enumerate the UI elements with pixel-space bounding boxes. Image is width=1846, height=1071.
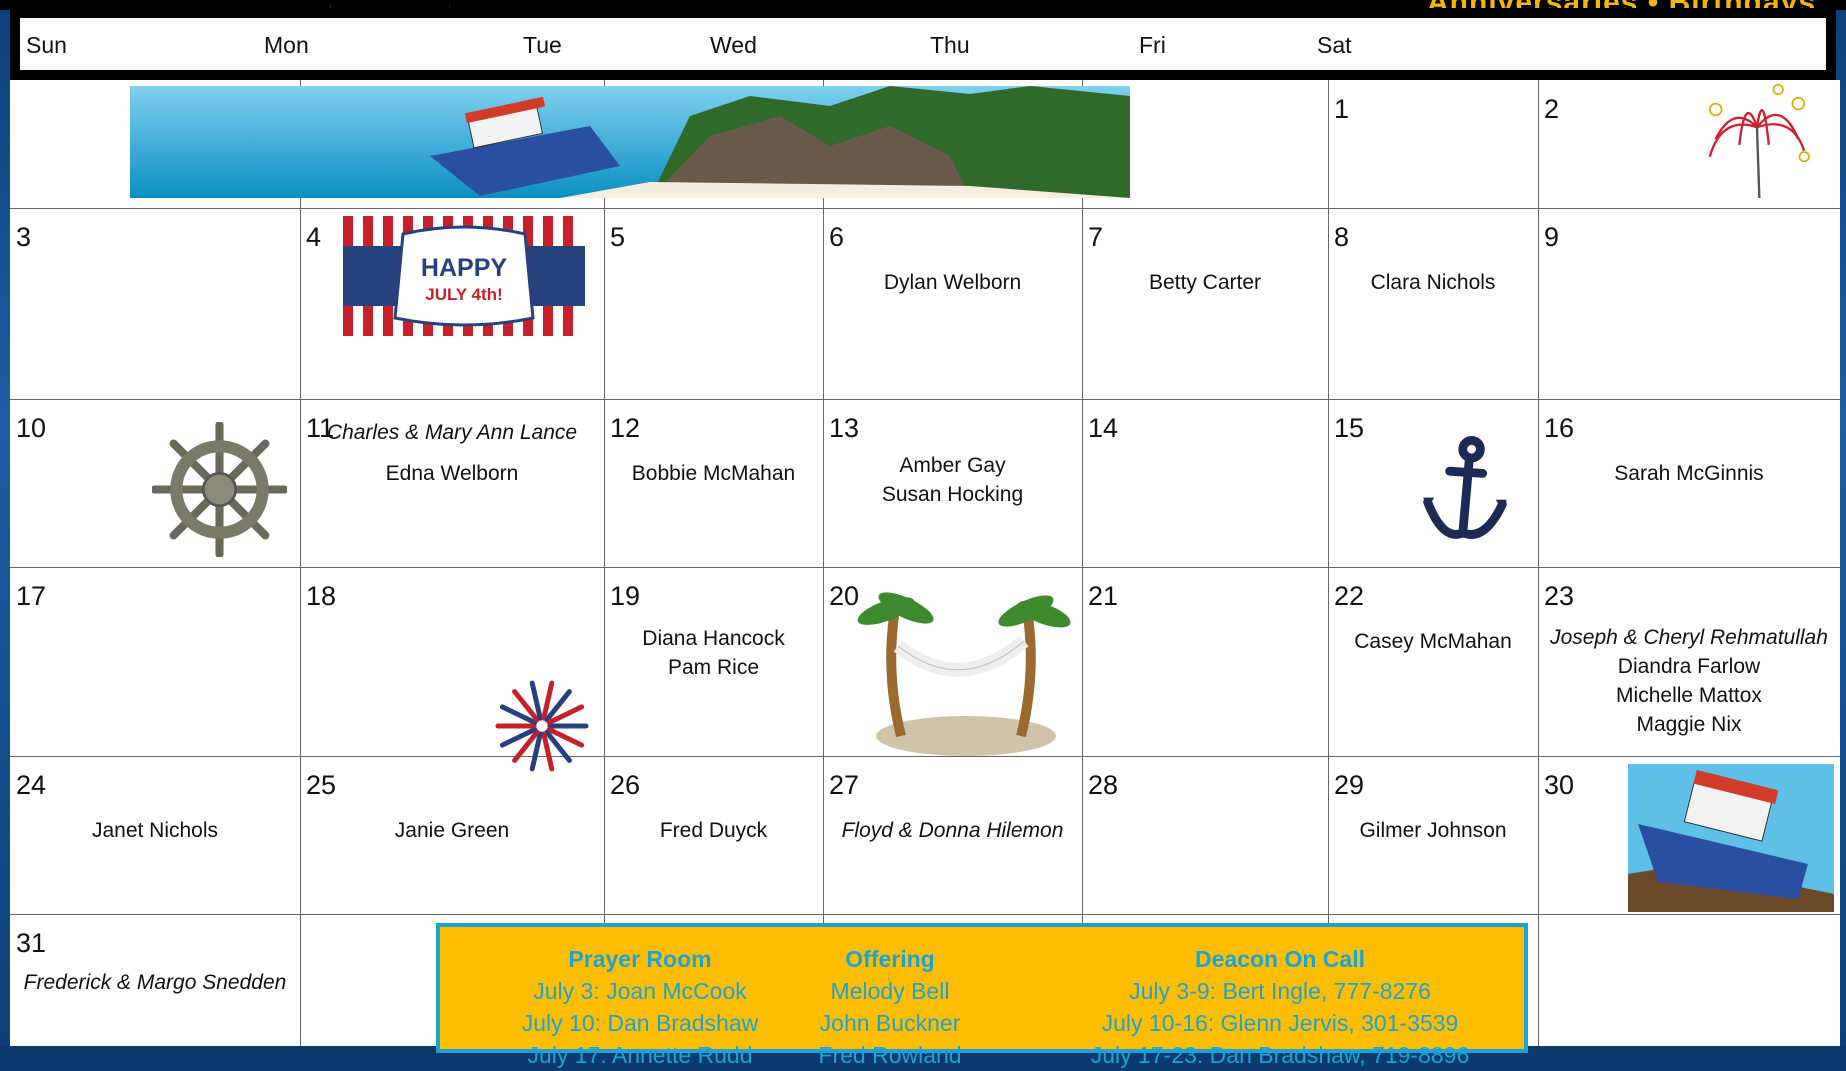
day-number: 27 bbox=[829, 770, 860, 800]
calendar-entry: Janie Green bbox=[394, 819, 510, 842]
calendar-entry: Diana Hancock bbox=[642, 627, 785, 650]
banner-july-text: JULY 4th! bbox=[425, 285, 503, 304]
calendar-entry: Charles & Mary Ann Lance bbox=[326, 421, 578, 444]
day-number: 29 bbox=[1334, 770, 1365, 800]
day-number: 10 bbox=[16, 413, 47, 443]
day-number: 25 bbox=[306, 770, 337, 800]
day-cell bbox=[10, 756, 300, 914]
day-number: 22 bbox=[1334, 581, 1365, 611]
weekday-thu: Thu bbox=[930, 32, 970, 58]
day-number: 23 bbox=[1544, 581, 1575, 611]
calendar-entry: Fred Duyck bbox=[659, 819, 768, 842]
day-cell bbox=[1328, 80, 1538, 208]
weekday-sat: Sat bbox=[1317, 32, 1352, 58]
ship-wheel-icon bbox=[152, 422, 287, 557]
day-cell bbox=[1538, 567, 1840, 756]
prayer-room-line: July 17: Annette Rudd bbox=[527, 1042, 753, 1068]
day-cell bbox=[604, 567, 823, 756]
calendar-entry: Pam Rice bbox=[667, 656, 760, 679]
calendar-grid bbox=[10, 80, 1840, 1046]
deacon-title: Deacon On Call bbox=[1195, 946, 1365, 972]
day-cell bbox=[1082, 756, 1328, 914]
day-cell bbox=[1082, 567, 1328, 756]
weekday-mon: Mon bbox=[264, 32, 309, 58]
day-number: 4 bbox=[306, 222, 322, 252]
calendar-entry: Casey McMahan bbox=[1354, 630, 1512, 653]
calendar-entry: Michelle Mattox bbox=[1616, 684, 1762, 707]
day-number: 31 bbox=[16, 928, 47, 958]
day-number: 9 bbox=[1544, 222, 1560, 252]
day-cell bbox=[1082, 399, 1328, 567]
day-number: 2 bbox=[1544, 94, 1560, 124]
day-number: 24 bbox=[16, 770, 47, 800]
offering-title: Offering bbox=[845, 946, 935, 972]
deacon-line: July 3-9: Bert Ingle, 777-8276 bbox=[1129, 978, 1431, 1004]
day-number: 21 bbox=[1088, 581, 1119, 611]
schedule-info-box bbox=[436, 923, 1528, 1068]
weekday-fri: Fri bbox=[1139, 32, 1166, 58]
day-number: 30 bbox=[1544, 770, 1575, 800]
day-number: 3 bbox=[16, 222, 32, 252]
day-cell bbox=[1328, 756, 1538, 914]
day-number: 13 bbox=[829, 413, 860, 443]
day-number: 28 bbox=[1088, 770, 1119, 800]
day-cell bbox=[823, 756, 1082, 914]
firework-burst-icon bbox=[486, 676, 598, 776]
day-cell bbox=[300, 399, 604, 567]
calendar-entry: Susan Hocking bbox=[881, 483, 1024, 506]
day-number: 11 bbox=[306, 413, 335, 443]
prayer-room-title: Prayer Room bbox=[568, 946, 712, 972]
day-cell bbox=[823, 399, 1082, 567]
day-number: 26 bbox=[610, 770, 641, 800]
calendar-entry: Betty Carter bbox=[1148, 271, 1262, 294]
anchor-icon bbox=[1420, 436, 1510, 546]
offering-column bbox=[760, 943, 1020, 1071]
day-cell bbox=[1328, 208, 1538, 399]
calendar-entry: Amber Gay bbox=[899, 454, 1006, 477]
calendar-entry: Dylan Welborn bbox=[883, 271, 1022, 294]
offering-line: Melody Bell bbox=[830, 978, 950, 1004]
day-cell bbox=[604, 208, 823, 399]
beach-banner-image bbox=[130, 86, 1130, 198]
calendar-entry: Maggie Nix bbox=[1636, 713, 1742, 736]
day-number: 14 bbox=[1088, 413, 1119, 443]
day-cell bbox=[10, 208, 300, 399]
prayer-room-line: July 10: Dan Bradshaw bbox=[521, 1010, 759, 1036]
weekday-wed: Wed bbox=[710, 32, 757, 58]
deacon-line: July 17-23: Dan Bradshaw, 719-8896 bbox=[1090, 1042, 1470, 1068]
weekday-tue: Tue bbox=[523, 32, 562, 58]
calendar-entry: Edna Welborn bbox=[385, 462, 519, 485]
fireworks-icon bbox=[1698, 80, 1816, 198]
day-cell bbox=[1538, 208, 1840, 399]
day-cell bbox=[1538, 399, 1840, 567]
day-number: 15 bbox=[1334, 413, 1365, 443]
day-number: 12 bbox=[610, 413, 641, 443]
banner-happy-text: HAPPY bbox=[420, 254, 508, 282]
happy-july-4th-banner bbox=[343, 216, 585, 336]
day-number: 16 bbox=[1544, 413, 1575, 443]
calendar-entry: Floyd & Donna Hilemon bbox=[841, 819, 1064, 842]
day-cell bbox=[823, 208, 1082, 399]
day-number: 18 bbox=[306, 581, 337, 611]
day-number: 7 bbox=[1088, 222, 1104, 252]
calendar-entry: Clara Nichols bbox=[1370, 271, 1496, 294]
calendar-entry: Frederick & Margo Snedden bbox=[23, 971, 287, 994]
palm-tree-hammock-image bbox=[846, 586, 1076, 756]
boat-image bbox=[1628, 764, 1834, 912]
day-cell bbox=[300, 756, 604, 914]
calendar-entry: Janet Nichols bbox=[91, 819, 219, 842]
calendar-entry: Sarah McGinnis bbox=[1614, 462, 1764, 485]
day-number: 5 bbox=[610, 222, 626, 252]
day-cell bbox=[1082, 208, 1328, 399]
offering-line: Fred Rowland bbox=[818, 1042, 962, 1068]
day-number: 20 bbox=[829, 581, 860, 611]
calendar-entry: Joseph & Cheryl Rehmatullah bbox=[1550, 626, 1828, 649]
day-number: 17 bbox=[16, 581, 47, 611]
calendar-entry: Diandra Farlow bbox=[1617, 655, 1761, 678]
deacon-on-call-column bbox=[1040, 943, 1520, 1071]
day-cell bbox=[10, 914, 300, 1046]
deacon-line: July 10-16: Glenn Jervis, 301-3539 bbox=[1101, 1010, 1459, 1036]
weekday-sun: Sun bbox=[26, 32, 67, 58]
day-cell bbox=[604, 399, 823, 567]
weekday-header bbox=[10, 8, 1836, 80]
calendar-entry: Bobbie McMahan bbox=[631, 462, 796, 485]
day-number: 8 bbox=[1334, 222, 1350, 252]
day-cell bbox=[604, 756, 823, 914]
day-number: 6 bbox=[829, 222, 845, 252]
prayer-room-line: July 3: Joan McCook bbox=[533, 978, 747, 1004]
calendar-entry: Gilmer Johnson bbox=[1359, 819, 1507, 842]
day-cell bbox=[1328, 567, 1538, 756]
day-cell bbox=[10, 567, 300, 756]
offering-line: John Buckner bbox=[819, 1010, 961, 1036]
day-number: 19 bbox=[610, 581, 641, 611]
day-number: 1 bbox=[1334, 94, 1350, 124]
